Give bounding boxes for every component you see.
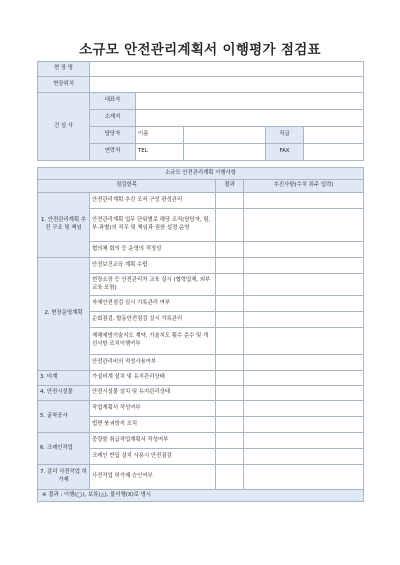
site-info-table <box>37 61 364 161</box>
check-item: 작업계획서 작성여부 <box>90 401 216 417</box>
category-label: 4. 안전시설물 <box>38 386 90 401</box>
col-item-header: 점검항목 <box>38 180 216 193</box>
check-item: 안전시설물 설치 및 유지관리상태 <box>90 386 216 401</box>
tel-label: TEL <box>136 144 184 161</box>
category-label: 7. 감리 사전작업 허가제 <box>38 465 90 490</box>
fax-label: FAX <box>266 144 304 161</box>
action-cell[interactable] <box>244 209 364 242</box>
col-result-header: 결과 <box>216 180 244 193</box>
action-cell[interactable] <box>244 312 364 328</box>
category-label: 1. 안전관리계획 추진 구조 및 책임 <box>38 193 90 258</box>
action-cell[interactable] <box>244 449 364 465</box>
site-location-field[interactable] <box>90 77 364 93</box>
page-title: 소규모 안전관리계획서 이행평가 점검표 <box>79 42 321 58</box>
result-cell[interactable] <box>216 386 244 401</box>
name-label: 이름 <box>136 127 184 144</box>
check-item: 안전관리비의 적정사용여부 <box>90 355 216 371</box>
position-field[interactable] <box>304 127 364 144</box>
site-location-label: 현장위치 <box>38 77 90 93</box>
category-label: 5. 굴착공사 <box>38 401 90 433</box>
address-label: 소재지 <box>90 110 136 127</box>
result-cell[interactable] <box>216 209 244 242</box>
action-cell[interactable] <box>244 274 364 296</box>
result-cell[interactable] <box>216 193 244 209</box>
check-item: 안전보건교육 계획 수립 <box>90 258 216 274</box>
category-label: 2. 현장운영계획 <box>38 258 90 371</box>
fax-field[interactable] <box>304 144 364 161</box>
action-cell[interactable] <box>244 371 364 386</box>
result-cell[interactable] <box>216 371 244 386</box>
result-cell[interactable] <box>216 242 244 258</box>
check-item: 중량물 취급작업계획서 작성여부 <box>90 433 216 449</box>
action-cell[interactable] <box>244 433 364 449</box>
result-cell[interactable] <box>216 401 244 417</box>
action-cell[interactable] <box>244 296 364 312</box>
site-name-label: 현 장 명 <box>38 62 90 77</box>
result-cell[interactable] <box>216 465 244 490</box>
position-label: 직급 <box>266 127 304 144</box>
representative-field[interactable] <box>136 93 364 110</box>
result-cell[interactable] <box>216 296 244 312</box>
manager-label: 담당자 <box>90 127 136 144</box>
result-cell[interactable] <box>216 274 244 296</box>
result-cell[interactable] <box>216 312 244 328</box>
check-item: 안전관리계획 업무 단위별로 해당 조직(담당자, 팀, 부·과별)의 직무 및 책임과 권한 설정 운영 <box>90 209 216 242</box>
check-item: 순회점검, 합동안전점검 실시 기록관리 <box>90 312 216 328</box>
check-item: 가설비계 설치 및 유지관리상태 <box>90 371 216 386</box>
action-cell[interactable] <box>244 417 364 433</box>
action-cell[interactable] <box>244 355 364 371</box>
action-cell[interactable] <box>244 258 364 274</box>
result-cell[interactable] <box>216 433 244 449</box>
tel-field[interactable] <box>184 144 266 161</box>
check-item: 크레인 반입 설치 사용시 안전점검 <box>90 449 216 465</box>
checklist-table <box>37 167 364 502</box>
address-field[interactable] <box>136 110 364 127</box>
category-label: 3. 비계 <box>38 371 90 386</box>
check-item: 재해예방기술지도 계약, 기술지도 횟수 준수 및 개선사항 조치이행여부 <box>90 328 216 355</box>
result-cell[interactable] <box>216 449 244 465</box>
action-cell[interactable] <box>244 328 364 355</box>
check-item: 현장소장 등 안전관리자 교육 실시 (협력업체, 외부 교육 포함) <box>90 274 216 296</box>
action-cell[interactable] <box>244 465 364 490</box>
result-legend-note: ※ 결과 : 이행(◯), 보류(△), 불이행(X)로 명시 <box>38 490 364 502</box>
check-item: 사전작업 허가제 승인여부 <box>90 465 216 490</box>
action-cell[interactable] <box>244 242 364 258</box>
result-cell[interactable] <box>216 355 244 371</box>
result-cell[interactable] <box>216 258 244 274</box>
result-cell[interactable] <box>216 328 244 355</box>
check-item: 협의체 회의 등 운영의 적정성 <box>90 242 216 258</box>
check-item: 자체안전점검 실시 기록관리 여부 <box>90 296 216 312</box>
action-cell[interactable] <box>244 193 364 209</box>
check-item: 법면 붕괴방지 조치 <box>90 417 216 433</box>
category-label: 6. 크레인작업 <box>38 433 90 465</box>
contractor-label: 건 설 사 <box>38 93 90 161</box>
checklist-section-title: 소규모 안전관리계획 이행사항 <box>38 168 364 180</box>
action-cell[interactable] <box>244 386 364 401</box>
site-name-field[interactable] <box>90 62 364 77</box>
result-cell[interactable] <box>216 417 244 433</box>
col-action-header: 추진사항(수치 위주 입력) <box>244 180 364 193</box>
check-item: 안전관리계획 추진 조직 구성 편성관리 <box>90 193 216 209</box>
action-cell[interactable] <box>244 401 364 417</box>
contact-label: 연락처 <box>90 144 136 161</box>
name-field[interactable] <box>184 127 266 144</box>
representative-label: 대표자 <box>90 93 136 110</box>
